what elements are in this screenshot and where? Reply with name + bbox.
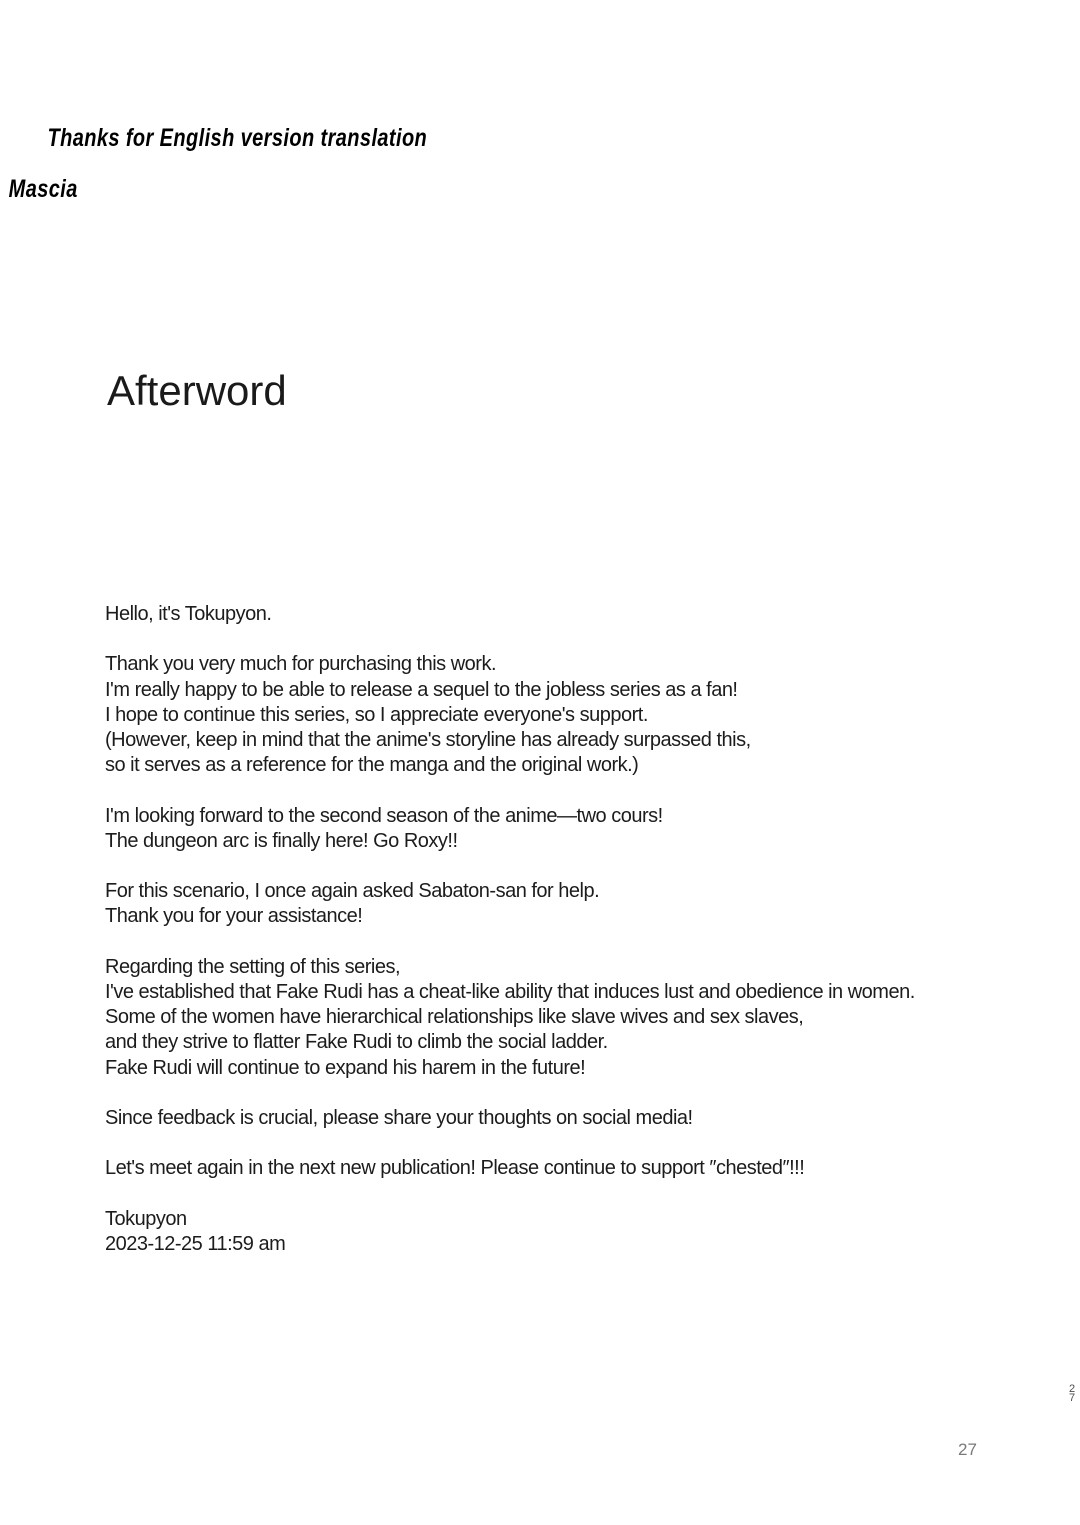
body-line: I'm really happy to be able to release a sequel to the jobless series as a fan!	[105, 678, 738, 701]
body-line: Fake Rudi will continue to expand his harem in the future!	[105, 1056, 586, 1079]
body-line: Thank you very much for purchasing this work.	[105, 653, 497, 676]
paragraph-feedback	[105, 1106, 1005, 1131]
paragraph-anime	[105, 804, 1005, 854]
body-line: Regarding the setting of this series,	[105, 955, 401, 978]
paragraph-thanks	[105, 652, 1005, 778]
translation-credit-text: Thanks for English version translation	[47, 124, 428, 152]
paragraph-signature	[105, 1207, 1005, 1257]
signature-date: 2023-12-25 11:59 am	[105, 1232, 286, 1255]
signature-name: Tokupyon	[105, 1207, 187, 1230]
body-line: Thank you for your assistance!	[105, 905, 363, 928]
body-line: so it serves as a reference for the manga and the original work.)	[105, 754, 639, 777]
side-page-digit: 2	[1069, 1383, 1076, 1395]
body-line: I hope to continue this series, so I appreciate everyone's support.	[105, 703, 648, 726]
body-line: (However, keep in mind that the anime's storyline has already surpassed this,	[105, 729, 751, 751]
paragraph-scenario	[105, 879, 1005, 929]
body-line: Some of the women have hierarchical relationships like slave wives and sex slaves,	[105, 1006, 804, 1029]
paragraph-farewell	[105, 1156, 1005, 1181]
translator-name-line	[0, 177, 1080, 202]
translator-name-text: Mascia	[8, 175, 78, 203]
body-line: I'm looking forward to the second season of the anime—two cours!	[105, 804, 663, 827]
body-line: Let's meet again in the next new publication! Please continue to support ″chested″!!!	[105, 1157, 805, 1180]
side-page-digit: 7	[1069, 1391, 1076, 1404]
body-line: and they strive to flatter Fake Rudi to climb the social ladder.	[105, 1031, 608, 1054]
paragraph-greeting	[105, 602, 1005, 627]
side-page-number	[1069, 1385, 1075, 1402]
body-line: For this scenario, I once again asked Sabaton-san for help.	[105, 880, 600, 903]
afterword-body	[105, 602, 1005, 1282]
body-line: Hello, it's Tokupyon.	[105, 603, 272, 625]
body-line: The dungeon arc is finally here! Go Roxy!!	[105, 829, 458, 852]
translation-credit-line	[0, 126, 1080, 151]
body-line: I've established that Fake Rudi has a cheat-like ability that induces lust and obedience in women.	[105, 980, 915, 1003]
body-line: Since feedback is crucial, please share your thoughts on social media!	[105, 1106, 693, 1129]
paragraph-setting	[105, 955, 1005, 1081]
page-number: 27	[958, 1440, 977, 1459]
page-title: Afterword	[107, 367, 287, 414]
